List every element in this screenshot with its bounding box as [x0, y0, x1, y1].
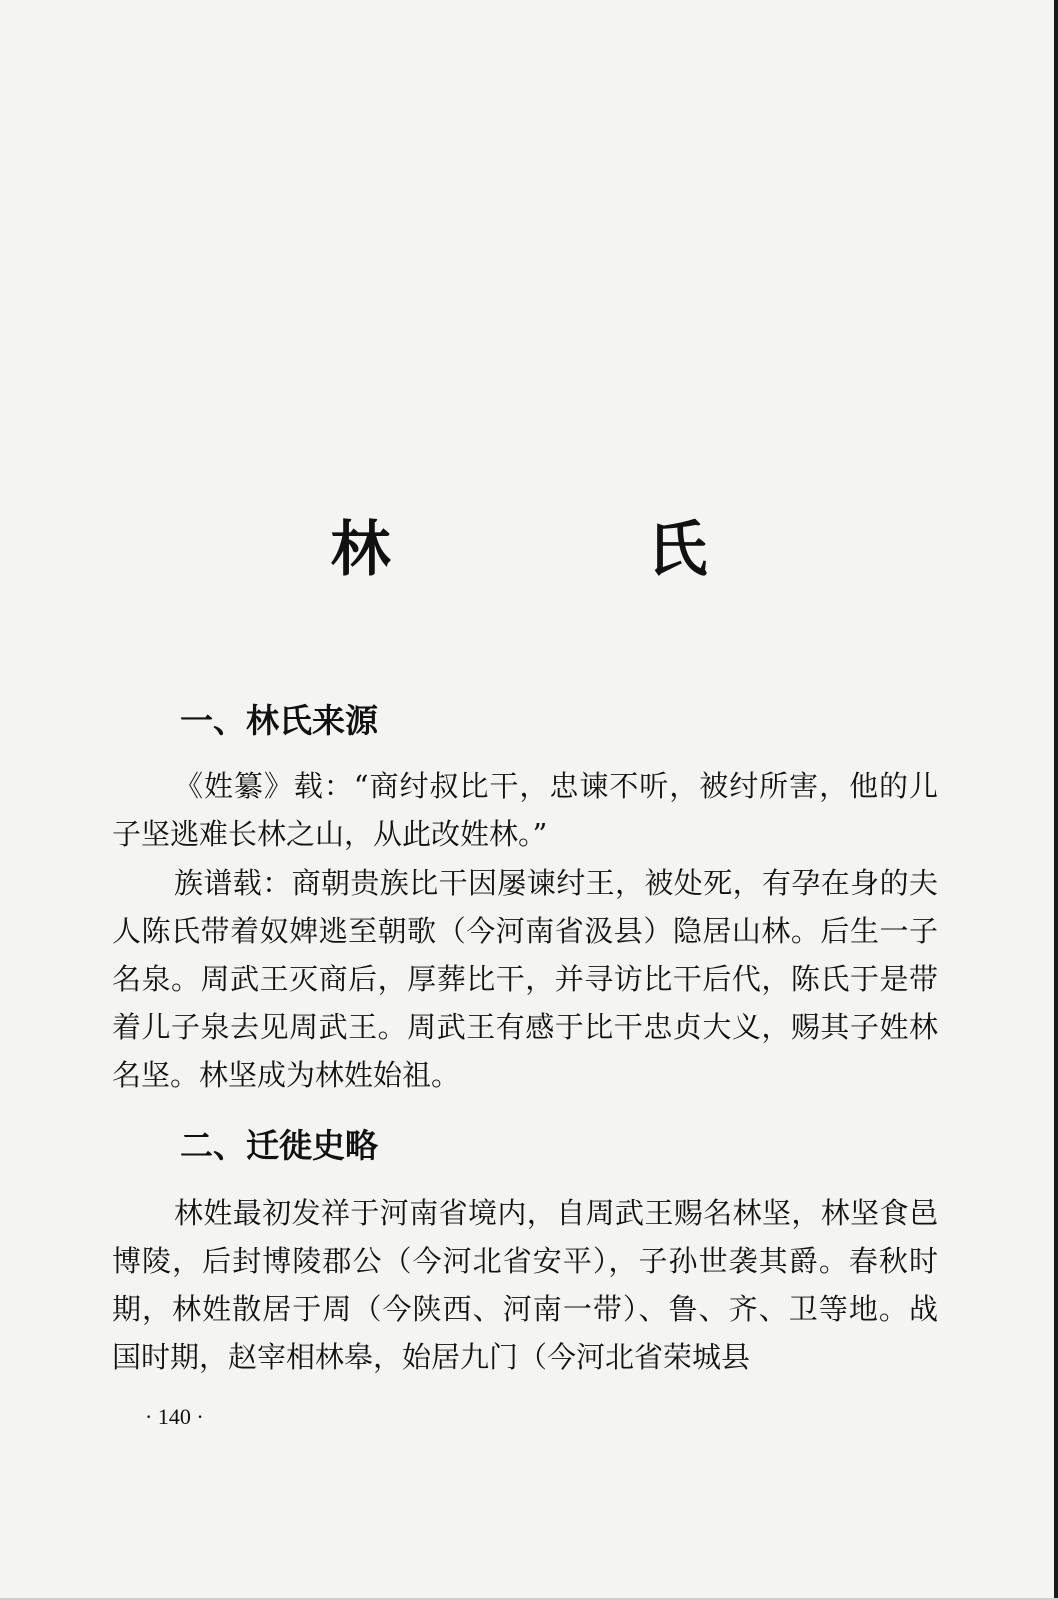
page-title: 林 氏 — [330, 515, 826, 585]
paragraph-origin-quote: 《姓纂》载：“商纣叔比干，忠谏不听，被纣所害，他的儿子坚逃难长林之山，从此改姓林。” — [112, 769, 938, 851]
section-heading-migration: 二、迁徙史略 — [180, 1126, 378, 1165]
section-heading-origin: 一、林氏来源 — [180, 701, 378, 740]
paragraph-origin-genealogy: 族谱载：商朝贵族比干因屡谏纣王，被处死，有孕在身的夫人陈氏带着奴婢逃至朝歌（今河南省汲县）隐居山林。后生一子名泉。周武王灭商后，厚葬比干，并寻访比干后代，陈氏于是带着儿子泉去见周武王。周武王有感于比干忠贞大义，赐其子姓林名坚。林坚成为林姓始祖。 — [112, 866, 938, 1092]
paragraph-migration-history: 林姓最初发祥于河南省境内，自周武王赐名林坚，林坚食邑博陵，后封博陵郡公（今河北省安平），子孙世袭其爵。春秋时期，林姓散居于周（今陕西、河南一带）、鲁、齐、卫等地。战国时期，赵宰相林皋，始居九门（今河北省荣城县 — [112, 1196, 938, 1374]
page-edge — [1054, 0, 1058, 1600]
page-number: · 140 · — [145, 1404, 204, 1429]
